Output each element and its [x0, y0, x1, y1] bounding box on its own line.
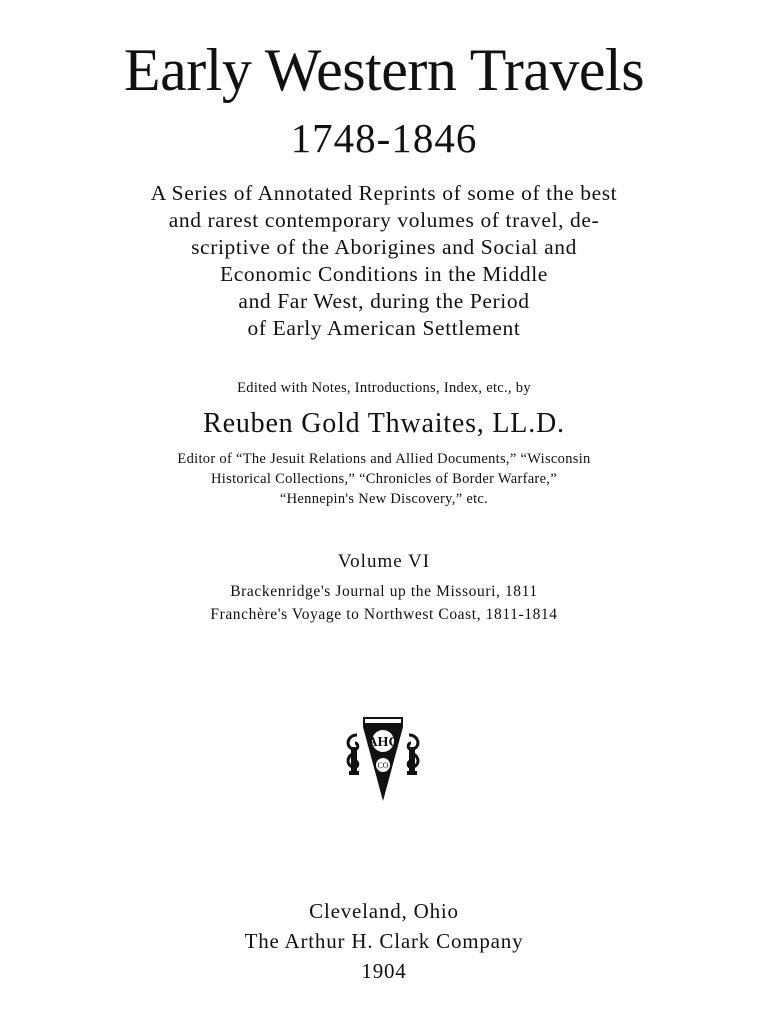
series-line: scriptive of the Aborigines and Social and [191, 235, 577, 259]
series-line: of Early American Settlement [247, 316, 521, 340]
editor-credit-line: Editor of “The Jesuit Relations and Allied Documents,” “Wisconsin [177, 451, 591, 467]
publisher-monogram-emblem-icon [337, 713, 429, 803]
author-name: Reuben Gold Thwaites, LL.D. [203, 408, 565, 439]
series-line: A Series of Annotated Reprints of some of the best [150, 181, 618, 205]
book-title: Early Western Travels [123, 37, 645, 103]
volume-number: Volume VI [337, 551, 431, 572]
series-line: Economic Conditions in the Middle [220, 262, 548, 286]
editor-credits [0, 449, 768, 509]
imprint-year: 1904 [361, 959, 407, 983]
contents-line: Franchère's Voyage to Northwest Coast, 1811-1814 [210, 606, 558, 623]
imprint-place: Cleveland, Ohio [309, 899, 459, 923]
series-description [0, 180, 768, 342]
contents-line: Brackenridge's Journal up the Missouri, 1811 [230, 583, 538, 600]
imprint-publisher: The Arthur H. Clark Company [244, 929, 524, 953]
editor-credit-line: “Hennepin's New Discovery,” etc. [279, 491, 489, 507]
edited-by-line: Edited with Notes, Introductions, Index, etc., by [237, 380, 531, 396]
series-line: and Far West, during the Period [238, 289, 530, 313]
imprint [0, 896, 768, 986]
emblem-monogram: AHC [367, 735, 399, 750]
emblem-co: CO [377, 761, 389, 770]
date-range: 1748-1846 [290, 115, 478, 161]
volume-contents [0, 580, 768, 626]
series-line: and rarest contemporary volumes of travel, de- [168, 208, 600, 232]
editor-credit-line: Historical Collections,” “Chronicles of Border Warfare,” [211, 471, 557, 487]
